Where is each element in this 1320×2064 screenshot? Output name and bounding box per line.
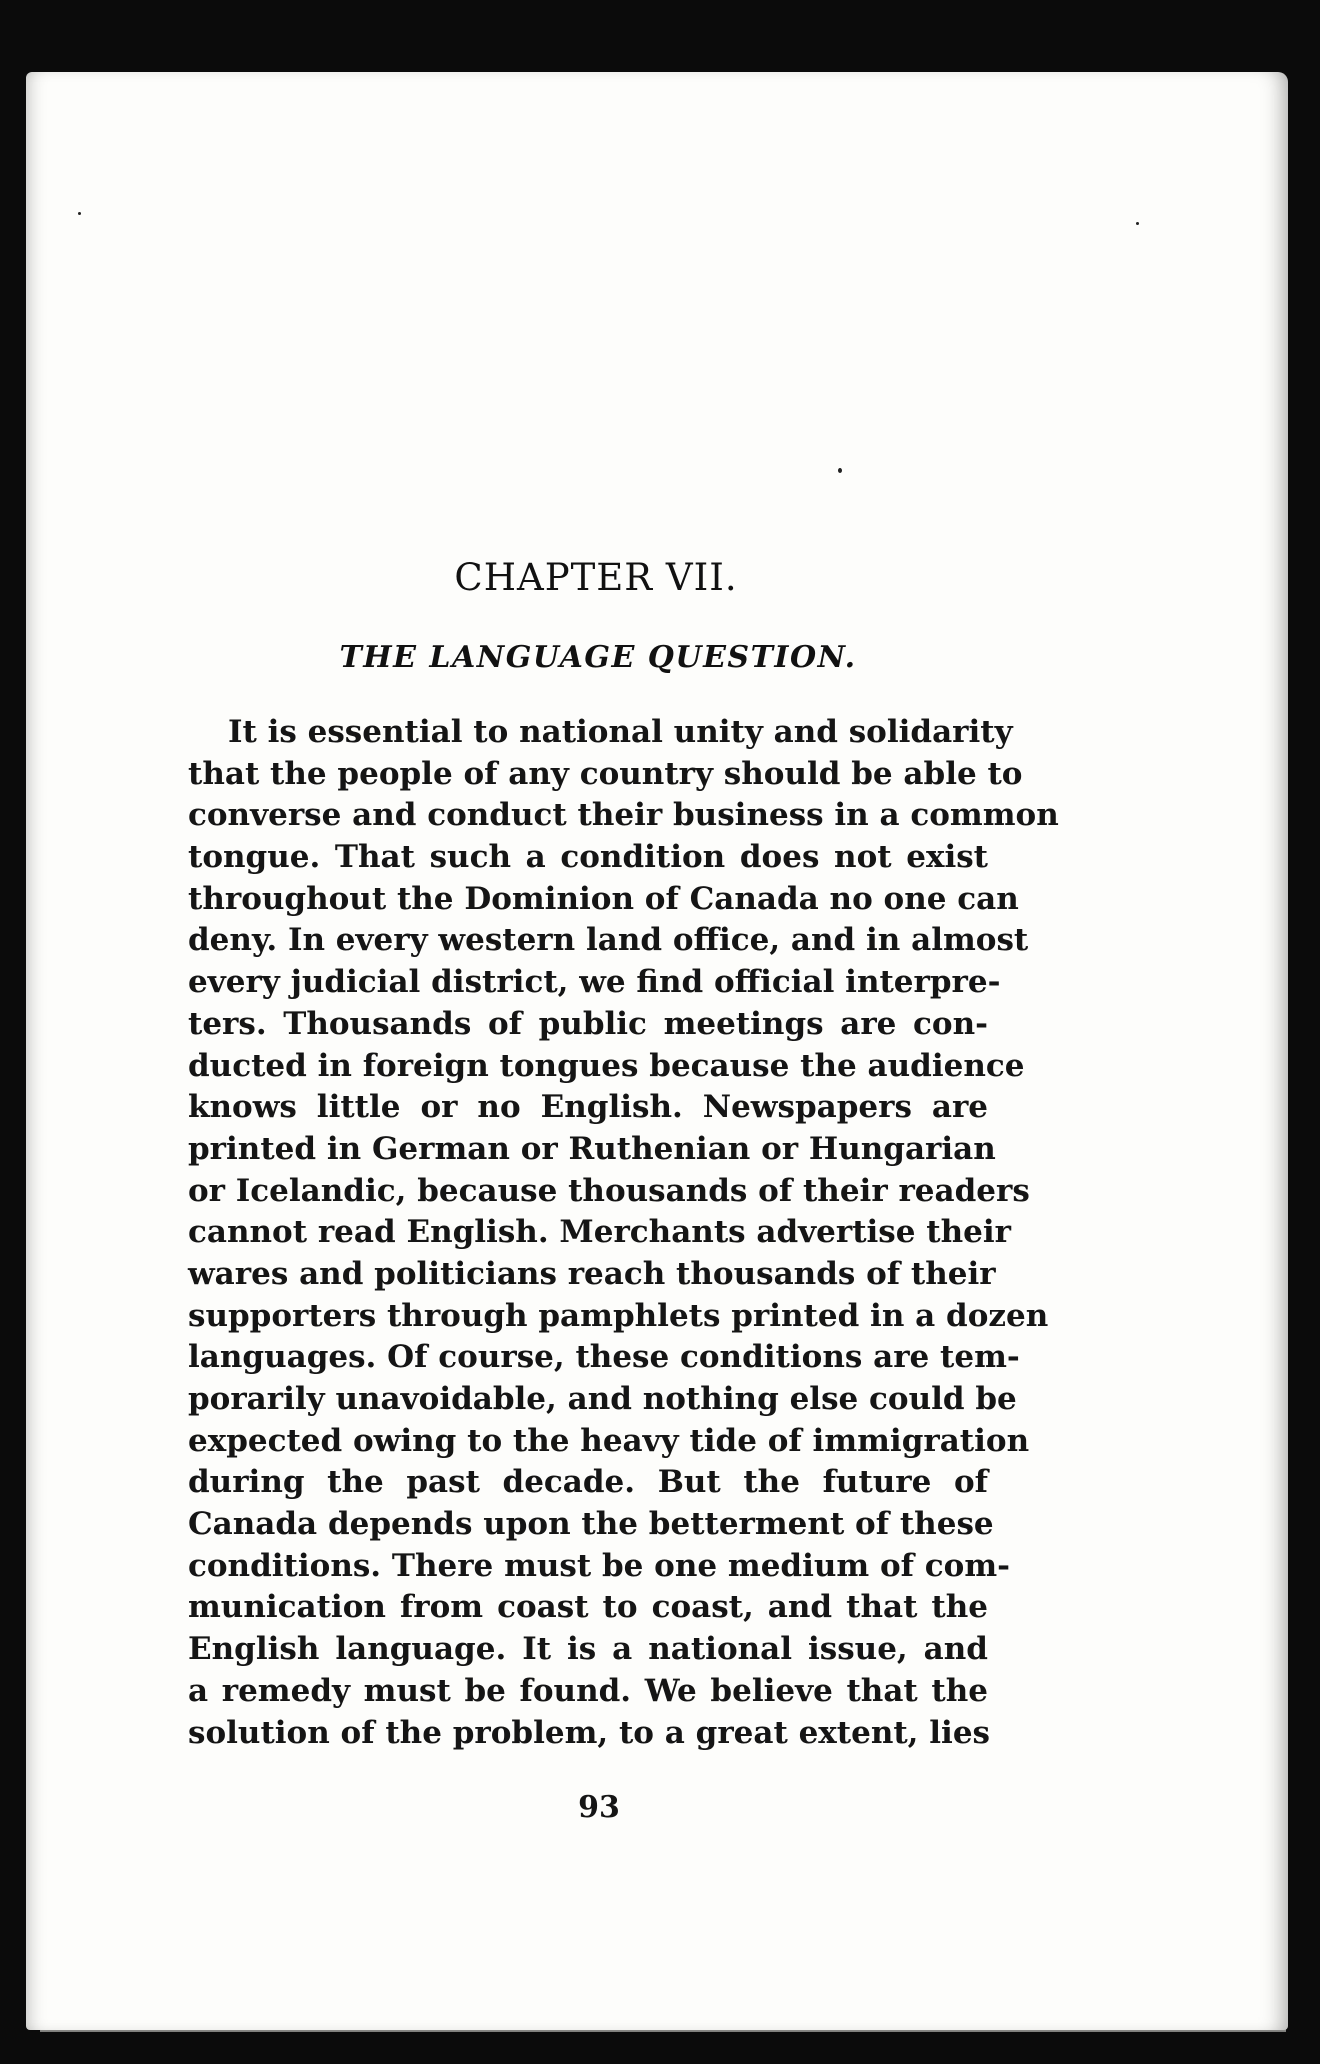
ink-speck [78,212,81,215]
text-line: English language. It is a national issue, and [188,1631,988,1668]
text-line: or Icelandic, because thousands of their readers [188,1172,1030,1209]
text-line: every judicial district, we find official interpre- [188,964,1001,1001]
text-line: printed in German or Ruthenian or Hungarian [188,1130,996,1167]
text-line: porarily unavoidable, and nothing else could be [188,1381,1017,1417]
body-paragraph [188,712,1059,1754]
text-line: expected owing to the heavy tide of immigration [188,1422,1030,1459]
text-line: converse and conduct their business in a common [188,797,1059,834]
text-line: It is essential to national unity and solidarity [228,714,1013,750]
text-line: that the people of any country should be able to [188,755,1023,792]
book-page [26,72,1288,2030]
page-number: 93 [578,1790,620,1825]
ink-speck [838,468,842,473]
chapter-title: THE LANGUAGE QUESTION. [339,640,857,675]
text-line: wares and politicians reach thousands of their [188,1255,996,1292]
text-line: solution of the problem, to a great extent, lies [188,1714,990,1751]
text-line: knows little or no English. Newspapers are [188,1089,988,1126]
text-line: deny. In every western land office, and in almost [188,922,1029,959]
text-line: conditions. There must be one medium of com- [188,1547,1011,1584]
text-line: Canada depends upon the betterment of these [188,1506,994,1543]
ink-speck [1136,222,1139,225]
chapter-heading: CHAPTER VII. [454,556,738,599]
text-line: tongue. That such a condition does not exist [188,839,988,876]
text-line: during the past decade. But the future of [188,1464,988,1501]
text-line: supporters through pamphlets printed in a dozen [188,1297,1049,1334]
text-line: ducted in foreign tongues because the audience [188,1047,1025,1084]
text-line: cannot read English. Merchants advertise their [188,1214,1011,1251]
text-line: throughout the Dominion of Canada no one can [188,880,1019,917]
text-line: languages. Of course, these conditions are tem- [188,1339,1020,1376]
text-line: ters. Thousands of public meetings are con- [188,1005,988,1042]
text-line: a remedy must be found. We believe that the [188,1672,988,1709]
text-line: munication from coast to coast, and that the [188,1589,988,1626]
